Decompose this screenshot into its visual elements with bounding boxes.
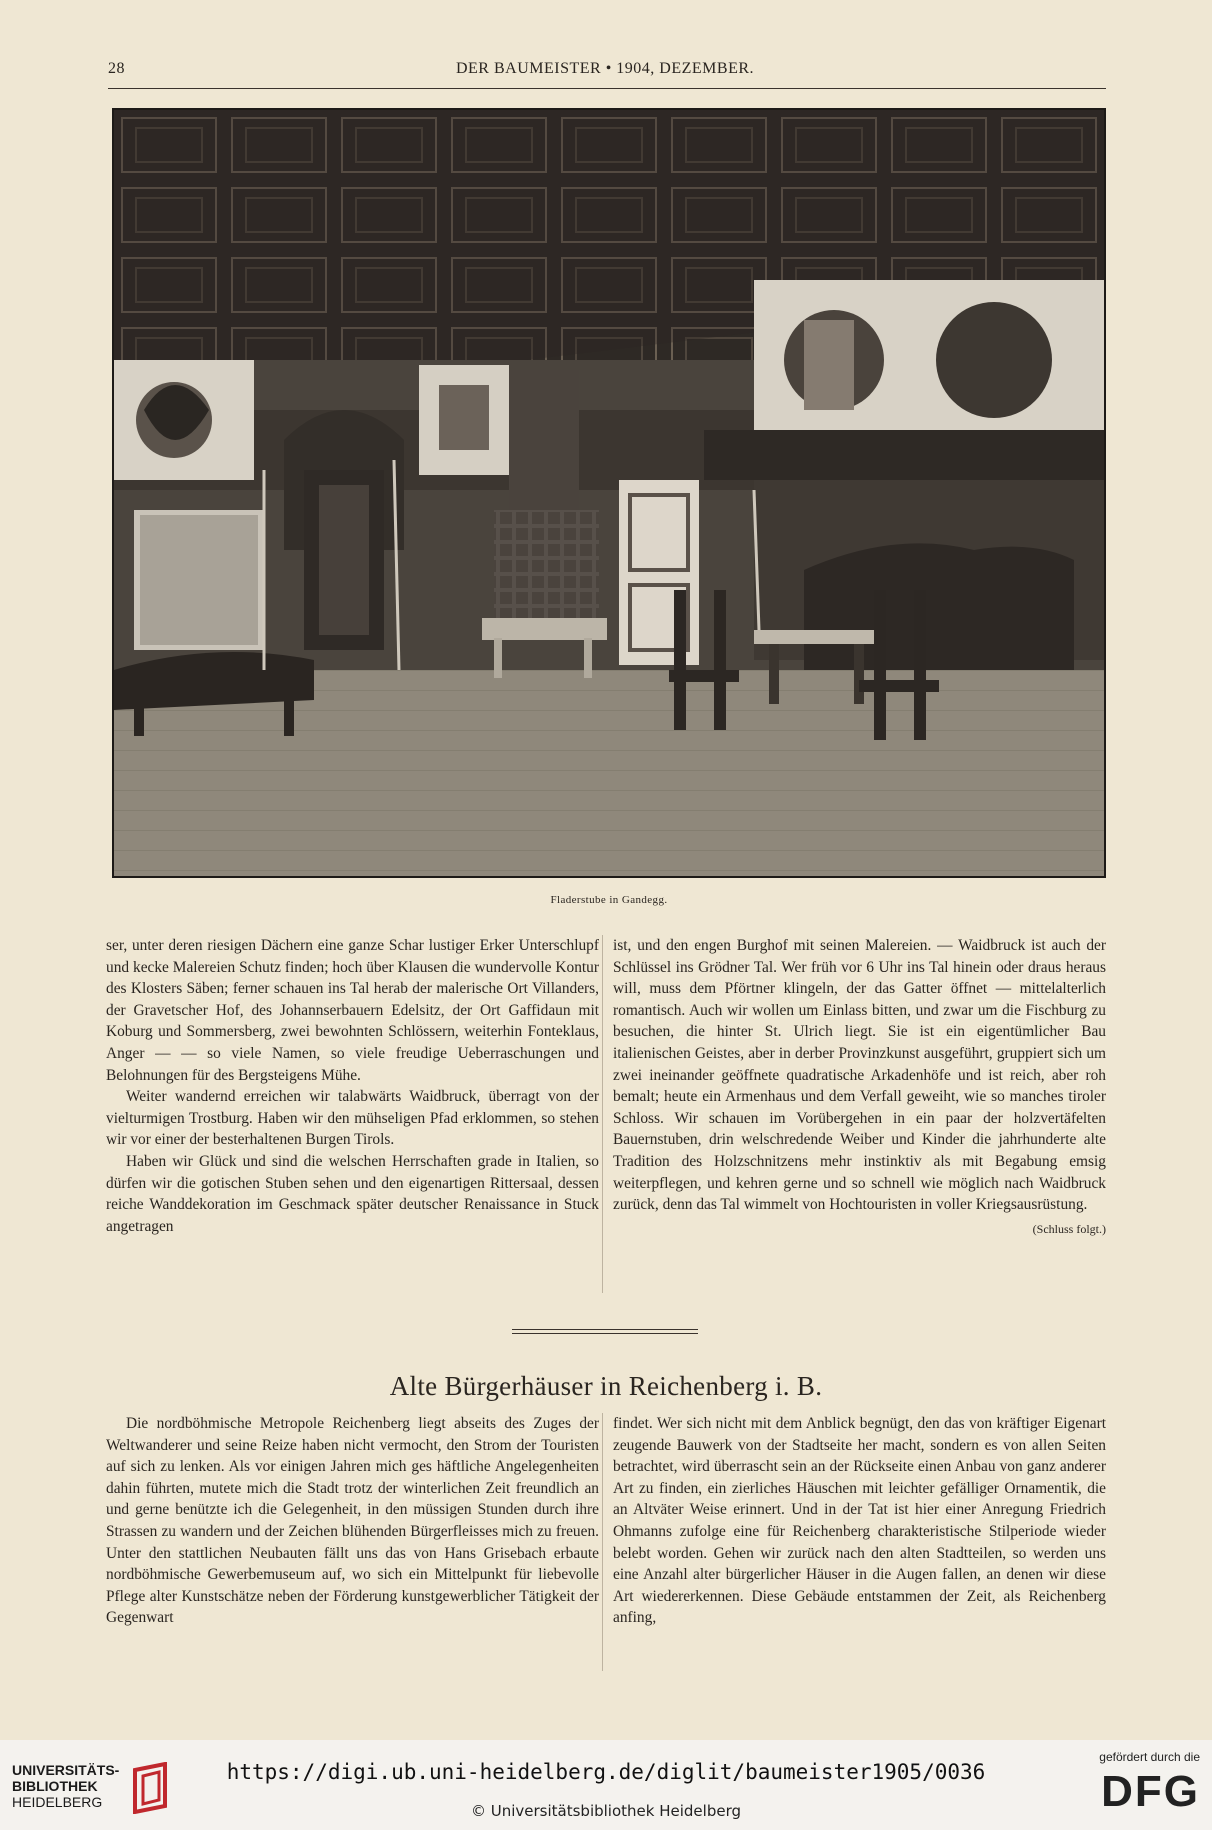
paragraph: Haben wir Glück und sind die welschen Herrschaften grade in Italien, so dürfen wir die gotischen Stuben sehen und den eigenartigen Rittersaal, dessen reiche Wanddekoration im Geschmack später deutscher Renaissance in Stuck angetragen (106, 1152, 599, 1235)
section-separator (512, 1329, 698, 1330)
paragraph: Die nordböhmische Metropole Reichenberg liegt abseits des Zuges der Weltwanderer und seine Reize haben nicht vermocht, den Strom der Touristen auf sich zu lenken. Als vor einigen Jahren mich ges häftliche Angelegenheiten dahin führten, mutete mich die Stadt trotz der winterlichen Zeit freundlich an und gerne benützte ich die Gelegenheit, in den müssigen Stunden durch ihre Strassen zu wandern und der Zeichen blühenden Bürgerfleisses mich zu freuen. Unter den stattlichen Neubauten fällt uns das von Hans Grisebach erbaute nordböhmische Gewerbemuseum auf, wo sich ein Mittelpunkt für liebevolle Pflege alter Kunstschätze neben der Förderung kunstgewerblicher Tätigkeit der Gegenwart (106, 1415, 599, 1627)
article1-left-column (106, 935, 599, 1237)
column-divider (602, 935, 603, 1293)
column-divider (602, 1413, 603, 1671)
paragraph: Weiter wandernd erreichen wir talabwärts Waidbruck, überragt von der vielturmigen Trostburg. Haben wir den mühseligen Pfad erklommen, so stehen wir vor einer der besterhaltenen Burgen Tirols. (106, 1088, 599, 1149)
permalink-url[interactable]: https://digi.ub.uni-heidelberg.de/diglit/baumeister1905/0036 (226, 1760, 986, 1784)
paragraph-text: ist, und den engen Burghof mit seinen Malereien. — Waidbruck ist auch der Schlüssel ins Grödner Tal. Wer früh vor 6 Uhr ins Tal hinein oder draus heraus will, muss dem Pförtner klingeln, der das Gatter öffnet — mittelalterlich romantisch. Auch wir wollen um Einlass bitten, und zwar um die Fischburg zu besuchen, die hinter St. Ulrich liegt. Sie ist ein eigentümlicher Bau italienischen Geistes, aber in derber Provinzkunst ausgeführt, gruppiert sich um zwei ineinander geöffnete quadratische Arkadenhöfe und ist reich, aber roh bemalt; heute ein Armenhaus und dem Verfall geweiht, wie so manches tiroler Schloss. Wir schauen im Vorübergehen in ein paar der holzvertäfelten Bauernstuben, drin welschredende Weiber und Kinder die jahrhunderte alte Tradition des Holzschnitzens mehr instinktiv als mit Begabung emsig weiterpflegen, und kehren gerne und so schnell wie möglich nach Waidbruck zurück, denn das Tal wimmelt von Hochtouristen in voller Kriegsausrüstung. (613, 937, 1106, 1214)
dfg-funding-logo[interactable] (1080, 1750, 1200, 1822)
article-title: Alte Bürgerhäuser in Reichenberg i. B. (389, 1371, 823, 1401)
copyright-notice: © Universitätsbibliothek Heidelberg (470, 1802, 741, 1820)
paragraph: findet. Wer sich nicht mit dem Anblick begnügt, den das von kräftiger Eigenart zeugende Bauwerk von der Stadtseite her macht, sondern es von allen Seiten betrachtet, wird überrascht sein an der Rückseite einen Anbau von ganz anderer Art zu finden, ein zierliches Häuschen mit leichter gefälliger Ornamentik, die an Altväter Weise erinnert. Und in der Tat ist hier einer Anregung Friedrich Ohmanns zufolge eine für Reichenberg charakteristische Stilperiode wieder belebt worden. Gehen wir zurück nach den alten Stadtteilen, so werden uns eine Anzahl alter bürgerlicher Häuser in die Augen fallen, an denen wir diese Art wiedererkennen. Diese Gebäude entstammen der Zeit, als Reichenberg anfing, (613, 1415, 1106, 1627)
header-rule (108, 88, 1106, 89)
library-name-line: UNIVERSITÄTS- (12, 1762, 120, 1778)
funding-note: gefördert durch die (1099, 1750, 1200, 1764)
interior-photograph (112, 108, 1106, 878)
journal-title: DER BAUMEISTER • 1904, DEZEMBER. (455, 60, 755, 77)
library-name-line: HEIDELBERG (12, 1794, 103, 1810)
dfg-logo-text: DFG (1101, 1767, 1200, 1816)
photograph-illustration (114, 110, 1104, 876)
running-head (108, 60, 1102, 88)
article2-left-column (106, 1413, 599, 1629)
article1-right-column (613, 935, 1106, 1240)
figure-caption: Fladerstube in Gandegg. (550, 894, 668, 906)
page-number: 28 (108, 60, 125, 77)
paragraph: ser, unter deren riesigen Dächern eine ganze Schar lustiger Erker Unterschlupf und kecke Malereien Schutz finden; hoch über Klausen die wundervolle Kontur des Klosters Säben; ferner schauen ins Tal herab der malerische Ort Villanders, der Gravetscher Hof, des Johannserbauern Edelsitz, der Ort Gaffidaun mit Koburg und Sommersberg, zwei bewohnten Schlössern, weiterhin Fonteklaus, Anger — — so viele Namen, so viele freudige Ueberraschungen und Belohnungen für des Bergsteigens Mühe. (106, 937, 599, 1084)
to-be-continued-note: (Schluss folgt.) (1032, 1221, 1106, 1236)
section-separator (512, 1333, 698, 1334)
library-name-line: BIBLIOTHEK (12, 1778, 98, 1794)
viewer-footer (0, 1740, 1212, 1830)
article2-right-column (613, 1413, 1106, 1629)
paragraph (613, 935, 1106, 1236)
